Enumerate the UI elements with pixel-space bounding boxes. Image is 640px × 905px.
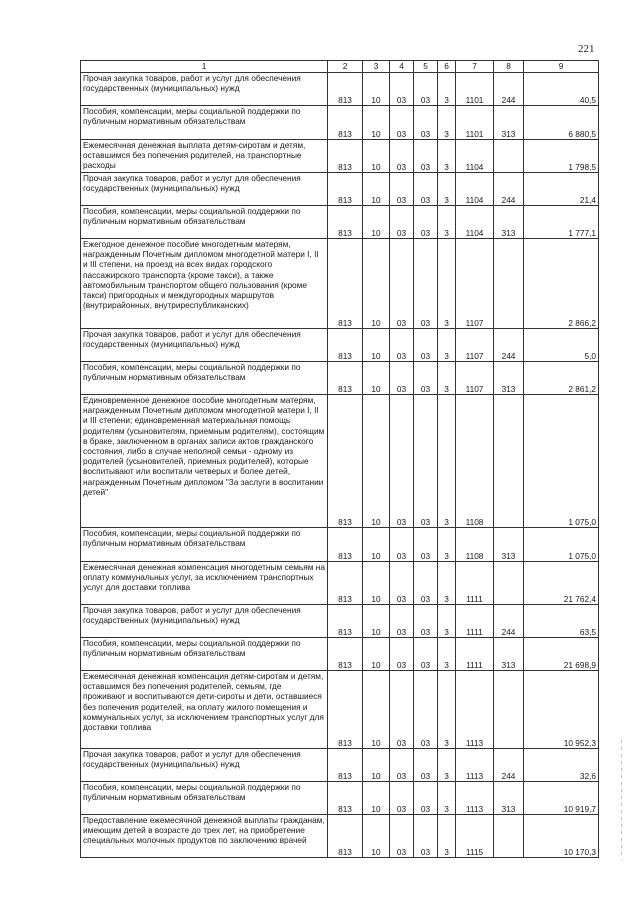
table-row <box>81 395 599 528</box>
code-cell: 1101 <box>456 73 494 106</box>
table-row <box>81 73 599 106</box>
code-cell: 03 <box>414 605 438 638</box>
amount-cell: 10 170,3 <box>524 815 599 858</box>
table-row <box>81 815 599 858</box>
code-cell: 03 <box>390 140 414 173</box>
code-cell: 1107 <box>456 362 494 395</box>
code-cell: 1108 <box>456 528 494 562</box>
code-cell: 10 <box>363 106 390 140</box>
table-row <box>81 173 599 206</box>
amount-cell: 6 880,5 <box>524 106 599 140</box>
code-cell: 813 <box>328 671 363 749</box>
code-cell: 03 <box>390 815 414 858</box>
row-name: Предоставление ежемесячной денежной выплаты гражданам, имеющим детей в возрасте до трех лет, на приобретение специальных молочных продуктов по заключению врачей <box>81 815 328 858</box>
code-cell: 03 <box>414 329 438 362</box>
col-header: 5 <box>414 61 438 73</box>
code-cell: 813 <box>328 329 363 362</box>
code-cell: 3 <box>438 239 456 329</box>
table-row <box>81 671 599 749</box>
table-row <box>81 206 599 239</box>
code-cell <box>494 562 524 605</box>
table-row <box>81 638 599 671</box>
code-cell: 3 <box>438 395 456 528</box>
code-cell: 10 <box>363 73 390 106</box>
amount-cell: 1 777,1 <box>524 206 599 239</box>
code-cell: 3 <box>438 638 456 671</box>
code-cell: 313 <box>494 638 524 671</box>
code-cell: 10 <box>363 782 390 815</box>
code-cell: 813 <box>328 106 363 140</box>
code-cell: 813 <box>328 749 363 782</box>
code-cell: 10 <box>363 638 390 671</box>
row-name: Пособия, компенсации, меры социальной поддержки по публичным нормативным обязательствам <box>81 638 328 671</box>
code-cell: 03 <box>390 329 414 362</box>
row-name: Пособия, компенсации, меры социальной поддержки по публичным нормативным обязательствам <box>81 528 328 562</box>
row-name: Единовременное денежное пособие многодетным матерям, награжденным Почетным дипломом многодетной матери I, II и III степени; единовременная материальная помощь родителям (усыновителям, приемным родителям), состоящим в браке, заключенном в органах записи актов гражданского состояния, либо в случае неполной семьи - одному из родителей (усыновителей, приемных родителей), которые воспитывают или воспитали четверых и более детей, награжденным Почетным дипломом "За заслуги в воспитании детей" <box>81 395 328 528</box>
code-cell: 03 <box>390 528 414 562</box>
code-cell: 03 <box>390 749 414 782</box>
code-cell: 1113 <box>456 782 494 815</box>
code-cell: 3 <box>438 362 456 395</box>
code-cell: 03 <box>390 73 414 106</box>
code-cell: 244 <box>494 73 524 106</box>
code-cell: 10 <box>363 815 390 858</box>
code-cell: 3 <box>438 671 456 749</box>
table-row <box>81 362 599 395</box>
code-cell: 313 <box>494 106 524 140</box>
code-cell: 3 <box>438 206 456 239</box>
code-cell <box>494 140 524 173</box>
code-cell: 03 <box>414 671 438 749</box>
code-cell: 1107 <box>456 329 494 362</box>
amount-cell: 40,5 <box>524 73 599 106</box>
code-cell: 3 <box>438 73 456 106</box>
code-cell: 813 <box>328 239 363 329</box>
row-name: Ежегодное денежное пособие многодетным матерям, награжденным Почетным дипломом многодетной матери I, II и III степени, на проезд на всех видах городского пассажирского транспорта (кроме такси), а также автомобильным транспортом общего пользования (кроме такси) пригородных и междугородных маршрутов (внутрирайонных, внутриреспубликанских) <box>81 239 328 329</box>
row-name: Ежемесячная денежная компенсация многодетным семьям на оплату коммунальных услуг, за исключением транспортных услуг для доставки топлива <box>81 562 328 605</box>
code-cell: 3 <box>438 749 456 782</box>
row-name: Пособия, компенсации, меры социальной поддержки по публичным нормативным обязательствам <box>81 106 328 140</box>
budget-table <box>80 60 599 858</box>
table-row <box>81 239 599 329</box>
row-name: Пособия, компенсации, меры социальной поддержки по публичным нормативным обязательствам <box>81 206 328 239</box>
code-cell: 10 <box>363 362 390 395</box>
code-cell: 03 <box>414 782 438 815</box>
code-cell: 813 <box>328 73 363 106</box>
code-cell: 813 <box>328 140 363 173</box>
code-cell: 813 <box>328 605 363 638</box>
col-header: 2 <box>328 61 363 73</box>
code-cell: 03 <box>390 362 414 395</box>
amount-cell: 21 698,9 <box>524 638 599 671</box>
code-cell: 313 <box>494 206 524 239</box>
amount-cell: 21,4 <box>524 173 599 206</box>
code-cell: 1104 <box>456 140 494 173</box>
code-cell: 813 <box>328 206 363 239</box>
code-cell: 1111 <box>456 562 494 605</box>
code-cell: 3 <box>438 173 456 206</box>
code-cell: 3 <box>438 815 456 858</box>
amount-cell: 32,6 <box>524 749 599 782</box>
code-cell: 813 <box>328 173 363 206</box>
code-cell: 03 <box>390 671 414 749</box>
table-row <box>81 140 599 173</box>
code-cell: 03 <box>414 206 438 239</box>
amount-cell: 2 866,2 <box>524 239 599 329</box>
code-cell: 3 <box>438 329 456 362</box>
code-cell: 03 <box>390 239 414 329</box>
code-cell: 3 <box>438 140 456 173</box>
code-cell: 813 <box>328 562 363 605</box>
code-cell: 10 <box>363 206 390 239</box>
code-cell: 3 <box>438 782 456 815</box>
code-cell: 10 <box>363 562 390 605</box>
code-cell: 03 <box>390 605 414 638</box>
code-cell: 03 <box>414 140 438 173</box>
amount-cell: 10 952,3 <box>524 671 599 749</box>
code-cell: 313 <box>494 782 524 815</box>
code-cell: 03 <box>390 638 414 671</box>
code-cell: 813 <box>328 395 363 528</box>
code-cell: 813 <box>328 638 363 671</box>
code-cell: 3 <box>438 605 456 638</box>
amount-cell: 2 861,2 <box>524 362 599 395</box>
scan-artifact <box>621 740 622 860</box>
code-cell: 03 <box>390 206 414 239</box>
code-cell: 1107 <box>456 239 494 329</box>
code-cell: 1108 <box>456 395 494 528</box>
code-cell: 10 <box>363 173 390 206</box>
table-row <box>81 329 599 362</box>
code-cell: 10 <box>363 395 390 528</box>
row-name: Пособия, компенсации, меры социальной поддержки по публичным нормативным обязательствам <box>81 362 328 395</box>
code-cell <box>494 671 524 749</box>
code-cell: 10 <box>363 671 390 749</box>
code-cell: 03 <box>414 528 438 562</box>
row-name: Ежемесячная денежная выплата детям-сиротам и детям, оставшимся без попечения родителей, на транспортные расходы <box>81 140 328 173</box>
code-cell: 244 <box>494 173 524 206</box>
code-cell: 10 <box>363 528 390 562</box>
row-name: Ежемесячная денежная компенсация детям-сиротам и детям, оставшимся без попечения родителей, семьям, где проживают и воспитываются дети-сироты и дети, оставшиеся без попечения родителей, на оплату жилого помещения и коммунальных услуг, за исключением транспортных услуг для доставки топлива <box>81 671 328 749</box>
table-row <box>81 605 599 638</box>
code-cell: 313 <box>494 362 524 395</box>
amount-cell: 1 075,0 <box>524 528 599 562</box>
table-row <box>81 749 599 782</box>
col-header: 4 <box>390 61 414 73</box>
table-row <box>81 106 599 140</box>
page-number: 221 <box>578 43 595 55</box>
code-cell: 03 <box>414 395 438 528</box>
code-cell: 03 <box>390 395 414 528</box>
code-cell: 03 <box>414 562 438 605</box>
row-name: Прочая закупка товаров, работ и услуг для обеспечения государственных (муниципальных) нужд <box>81 73 328 106</box>
code-cell: 1104 <box>456 173 494 206</box>
code-cell: 1101 <box>456 106 494 140</box>
code-cell: 03 <box>390 562 414 605</box>
code-cell: 3 <box>438 528 456 562</box>
code-cell: 1111 <box>456 638 494 671</box>
amount-cell: 5,0 <box>524 329 599 362</box>
code-cell: 244 <box>494 749 524 782</box>
col-header: 9 <box>524 61 599 73</box>
code-cell: 3 <box>438 562 456 605</box>
code-cell: 813 <box>328 782 363 815</box>
code-cell: 1113 <box>456 749 494 782</box>
code-cell: 813 <box>328 815 363 858</box>
amount-cell: 21 762,4 <box>524 562 599 605</box>
code-cell: 03 <box>390 173 414 206</box>
code-cell: 03 <box>414 239 438 329</box>
col-header: 6 <box>438 61 456 73</box>
table-row <box>81 782 599 815</box>
code-cell: 03 <box>414 362 438 395</box>
code-cell: 1111 <box>456 605 494 638</box>
code-cell: 813 <box>328 528 363 562</box>
code-cell: 10 <box>363 239 390 329</box>
col-header: 3 <box>363 61 390 73</box>
amount-cell: 63,5 <box>524 605 599 638</box>
code-cell: 03 <box>414 749 438 782</box>
code-cell: 10 <box>363 749 390 782</box>
code-cell: 10 <box>363 329 390 362</box>
code-cell: 244 <box>494 329 524 362</box>
code-cell: 1115 <box>456 815 494 858</box>
code-cell: 03 <box>414 73 438 106</box>
code-cell: 813 <box>328 362 363 395</box>
row-name: Прочая закупка товаров, работ и услуг для обеспечения государственных (муниципальных) нужд <box>81 749 328 782</box>
code-cell: 244 <box>494 605 524 638</box>
code-cell: 3 <box>438 106 456 140</box>
row-name: Пособия, компенсации, меры социальной поддержки по публичным нормативным обязательствам <box>81 782 328 815</box>
table-row <box>81 562 599 605</box>
header-row <box>81 61 599 73</box>
code-cell: 03 <box>414 638 438 671</box>
code-cell: 03 <box>414 173 438 206</box>
code-cell: 10 <box>363 605 390 638</box>
code-cell: 03 <box>414 815 438 858</box>
col-header: 7 <box>456 61 494 73</box>
code-cell: 03 <box>390 106 414 140</box>
code-cell: 10 <box>363 140 390 173</box>
code-cell <box>494 815 524 858</box>
amount-cell: 1 798,5 <box>524 140 599 173</box>
code-cell: 03 <box>390 782 414 815</box>
amount-cell: 10 919,7 <box>524 782 599 815</box>
amount-cell: 1 075,0 <box>524 395 599 528</box>
row-name: Прочая закупка товаров, работ и услуг для обеспечения государственных (муниципальных) нужд <box>81 329 328 362</box>
col-header: 1 <box>81 61 328 73</box>
code-cell <box>494 395 524 528</box>
row-name: Прочая закупка товаров, работ и услуг для обеспечения государственных (муниципальных) нужд <box>81 173 328 206</box>
col-header: 8 <box>494 61 524 73</box>
code-cell <box>494 239 524 329</box>
code-cell: 03 <box>414 106 438 140</box>
row-name: Прочая закупка товаров, работ и услуг для обеспечения государственных (муниципальных) нужд <box>81 605 328 638</box>
code-cell: 1104 <box>456 206 494 239</box>
code-cell: 1113 <box>456 671 494 749</box>
code-cell: 313 <box>494 528 524 562</box>
table-row <box>81 528 599 562</box>
